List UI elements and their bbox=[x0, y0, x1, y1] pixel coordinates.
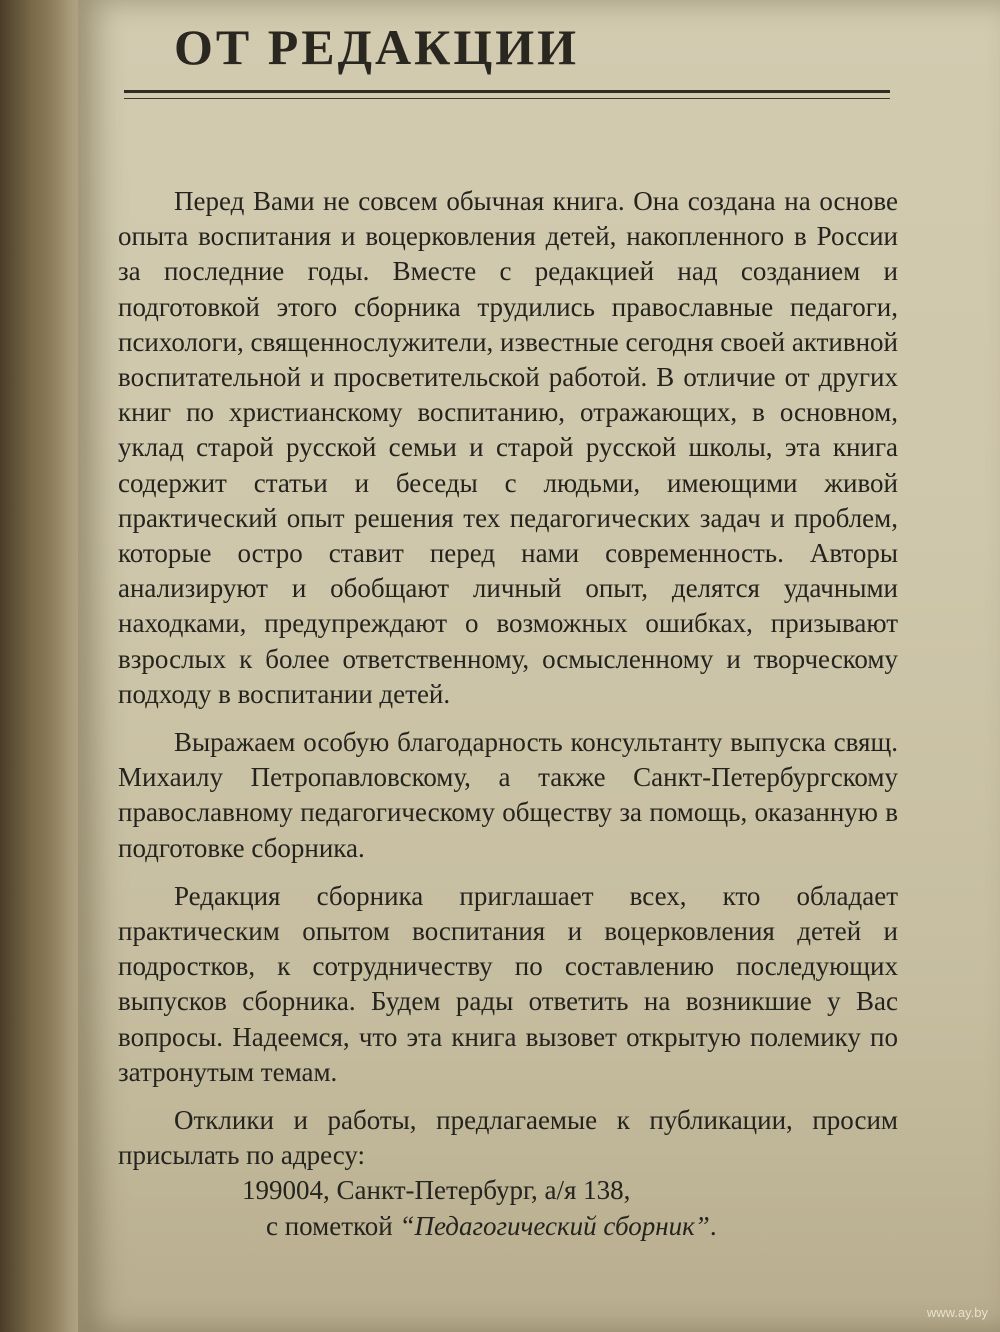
address-note-suffix: . bbox=[709, 1210, 717, 1241]
paragraph: Выражаем особую благодарность консультанту выпуска свящ. Михаилу Петропавловскому, а также Санкт-Петербургскому православному педагогическому обществу за помощь, оказанную в подготовке сборника. bbox=[118, 727, 898, 863]
paragraph: Редакция сборника приглашает всех, кто обладает практическим опытом воспитания и воцерковления детей и подростков, к сотрудничеству по составлению последующих выпусков сборника. Будем рады ответить на возникшие у Вас вопросы. Надеемся, что эта книга вызовет открытую полемику по затронутым темам. bbox=[118, 880, 898, 1087]
book-spine-shadow bbox=[0, 0, 92, 1332]
heading-rule-thick bbox=[124, 90, 890, 93]
heading-rule-thin bbox=[124, 98, 890, 99]
address-postal-text: 199004, Санкт-Петербург, а/я 138, bbox=[242, 1175, 631, 1206]
address-note-prefix: с пометкой bbox=[266, 1210, 400, 1241]
site-watermark: www.ay.by bbox=[926, 1305, 988, 1320]
address-line-postal bbox=[118, 1173, 898, 1208]
paragraph: Перед Вами не совсем обычная книга. Она создана на основе опыта воспитания и воцерковления детей, накопленного в России за последние годы. Вместе с редакцией над созданием и подготовкой этого сборника трудились православные педагоги, психологи, священнослужители, известные сегодня своей активной воспитательной и просветительской работой. В отличие от других книг по христианскому воспитанию, отражающих, в основном, уклад старой русской семьи и старой русской школы, эта книга содержит статьи и беседы с людьми, имеющими живой практический опыт решения тех педагогических задач и проблем, которые остро ставит перед нами современность. Авторы анализируют и обобщают личный опыт, делятся удачными находками, предупреждают о возможных ошибках, призывают взрослых к более ответственному, осмысленному и творческому подходу в воспитании детей. bbox=[118, 186, 898, 709]
body-text bbox=[118, 184, 898, 1244]
address-line-note bbox=[118, 1209, 898, 1244]
address-note-italic: “Педагогический сборник” bbox=[399, 1210, 710, 1241]
paragraph: Отклики и работы, предлагаемые к публикации, просим присылать по адресу: bbox=[118, 1105, 898, 1171]
section-heading: ОТ РЕДАКЦИИ bbox=[174, 19, 580, 75]
